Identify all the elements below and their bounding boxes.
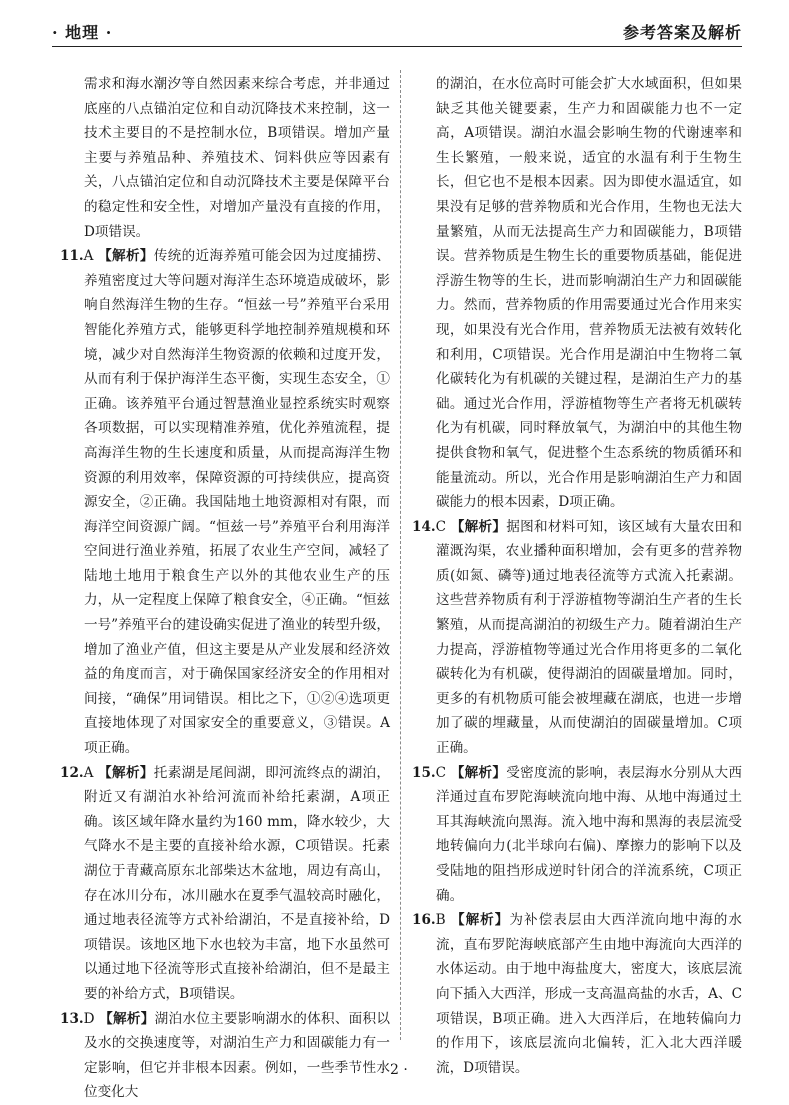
analysis-tag: 【解析】 [98,764,154,781]
analysis-text: 湖泊水位主要影响湖水的体积、面积以及水的交换速度等，对湖泊生产力和固碳能力有一定影响，但它并非根本因素。例如，一些季节性水位变化大 [84,1010,390,1101]
answer-item-14 [412,515,742,761]
analysis-text: 为补偿表层由大西洋流向地中海的水流，直布罗陀海峡底部产生由地中海流向大西洋的水体运动。由于地中海盐度大，密度大，该底层流向下插入大西洋，形成一支高温高盐的水舌，A、C项错误，B项正确。进入大西洋后，在地转偏向力的作用下，该底层流向北偏转，汇入北大西洋暖流，D项错误。 [436,912,742,1076]
analysis-text: 受密度流的影响，表层海水分别从大西洋通过直布罗陀海峡流向地中海、从地中海通过土耳其海峡流向黑海。流入地中海和黑海的表层流受地转偏向力(北半球向右偏)、摩擦力的影响下以及受陆地的阻挡形成逆时针闭合的洋流系统，C项正确。 [436,764,743,904]
page-header [52,20,742,46]
answer-item-13 [60,1007,390,1105]
left-column [60,72,390,1105]
continuation-text: 的湖泊，在水位高时可能会扩大水域面积，但如果缺乏其他关键要素，生产力和固碳能力也不一定高，A项错误。湖泊水温会影响生物的代谢速率和生长繁殖，一般来说，适宜的水温有利于生物生长，但它也不是根本因素。因为即使水温适宜，如果没有足够的营养物质和光合作用，生物也无法大量繁殖，从而无法提高生产力和固碳能力，B项错误。营养物质是生物生长的重要物质基础，能促进浮游生物等的生长，进而影响湖泊生产力和固碳能力。然而，营养物质的作用需要通过光合作用来实现，如果没有光合作用，营养物质无法被有效转化和利用，C项错误。光合作用是湖泊中生物将二氧化碳转化为有机碳的关键过程，是湖泊生产力的基础。通过光合作用，浮游植物等生产者将无机碳转化为有机碳，同时释放氧气，为湖泊中的其他生物提供食物和氧气，促进整个生态系统的物质循环和能量流动。所以，光合作用是影响湖泊生产力和固碳能力的根本因素，D项正确。 [436,76,742,511]
answer-letter: C [435,518,447,535]
analysis-tag: 【解析】 [450,764,507,781]
answer-letter: D [83,1010,95,1027]
question-number: 12. [60,764,84,781]
answer-item-12 [60,761,390,1007]
question-number: 14. [412,518,436,535]
subject-label: · 地理 · [52,23,113,42]
analysis-tag: 【解析】 [450,912,510,929]
question-number: 13. [60,1010,84,1027]
analysis-text: 传统的近海养殖可能会因为过度捕捞、养殖密度过大等问题对海洋生态环境造成破坏，影响自然海洋生物的生存。“恒兹一号”养殖平台采用智能化养殖方式，能够更科学地控制养殖规模和环境，减少对自然海洋生物资源的依赖和过度开发，从而有利于保护海洋生态平衡，实现生态安全，①正确。该养殖平台通过智慧渔业显控系统实时观察各项数据，可以实现精准养殖，优化养殖流程，提高海洋生物的生长速度和质量，从而提高海洋生物资源的利用效率，保障资源的可持续供应，提高资源安全，②正确。我国陆地土地资源相对有限，而海洋空间资源广阔。“恒兹一号”养殖平台利用海洋空间进行渔业养殖，拓展了农业生产空间，减轻了陆地土地用于粮食生产以外的其他农业生产的压力，从一定程度上保障了粮食安全，④正确。“恒兹一号”养殖平台的建设确实促进了渔业的转型升级，增加了渔业产值，但这主要是从产业发展和经济效益的角度而言，对于确保国家经济安全的作用相对间接，“确保”用词错误。相比之下，①②④选项更直接地体现了对国家安全的重要意义，③错误。A项正确。 [84,248,391,757]
analysis-tag: 【解析】 [98,248,154,265]
analysis-text: 托素湖是尾闾湖，即河流终点的湖泊，附近又有湖泊水补给河流而补给托素湖，A项正确。该区域年降水量约为160 mm，降水较少，大气降水不是主要的直接补给水源，C项错误。托素湖位于青藏高原东北部柴达木盆地，周边有高山，存在冰川分布，冰川融水在夏季气温较高时融化，通过地表径流等方式补给湖泊，不是直接补给，D项错误。该地区地下水也较为丰富，地下水虽然可以通过地下径流等形式直接补给湖泊，但不是最主要的补给方式，B项错误。 [84,764,391,1002]
document-title: 参考答案及解析 [622,23,742,42]
answer-item-16 [412,908,742,1080]
answer-letter: B [435,912,446,929]
answer-letter: A [83,764,94,781]
header-rule [52,46,742,47]
question-number: 11. [60,248,84,265]
answer-letter: C [435,764,447,781]
question-number: 16. [412,912,436,929]
page-number: · 2 · [381,1062,408,1078]
answer-item-15 [412,761,742,909]
right-column [412,72,742,1080]
analysis-tag: 【解析】 [99,1010,155,1027]
analysis-text: 据图和材料可知，该区域有大量农田和灌溉沟渠，农业播种面积增加，会有更多的营养物质(如氮、磷等)通过地表径流等方式流入托素湖。这些营养物质有利于浮游植物等湖泊生产者的生长繁殖，从而提高湖泊的初级生产力。随着湖泊生产力提高，浮游植物等通过光合作用将更多的二氧化碳转化为有机碳，使得湖泊的固碳量增加。同时，更多的有机物质可能会被埋藏在湖底，也进一步增加了碳的埋藏量，从而使湖泊的固碳量增加。C项正确。 [436,518,743,757]
answer-item-11 [60,244,390,760]
answer-letter: A [83,248,94,265]
continuation-text: 需求和海水潮汐等自然因素来综合考虑，并非通过底座的八点锚泊定位和自动沉降技术来控制，这一技术主要目的不是控制水位，B项错误。增加产量主要与养殖品种、养殖技术、饲料供应等因素有关，八点锚泊定位和自动沉降技术主要是保障平台的稳定性和安全性，对增加产量没有直接的作用，D项错误。 [84,76,390,240]
analysis-tag: 【解析】 [450,518,507,535]
question-number: 15. [412,764,436,781]
column-divider [400,70,401,1040]
